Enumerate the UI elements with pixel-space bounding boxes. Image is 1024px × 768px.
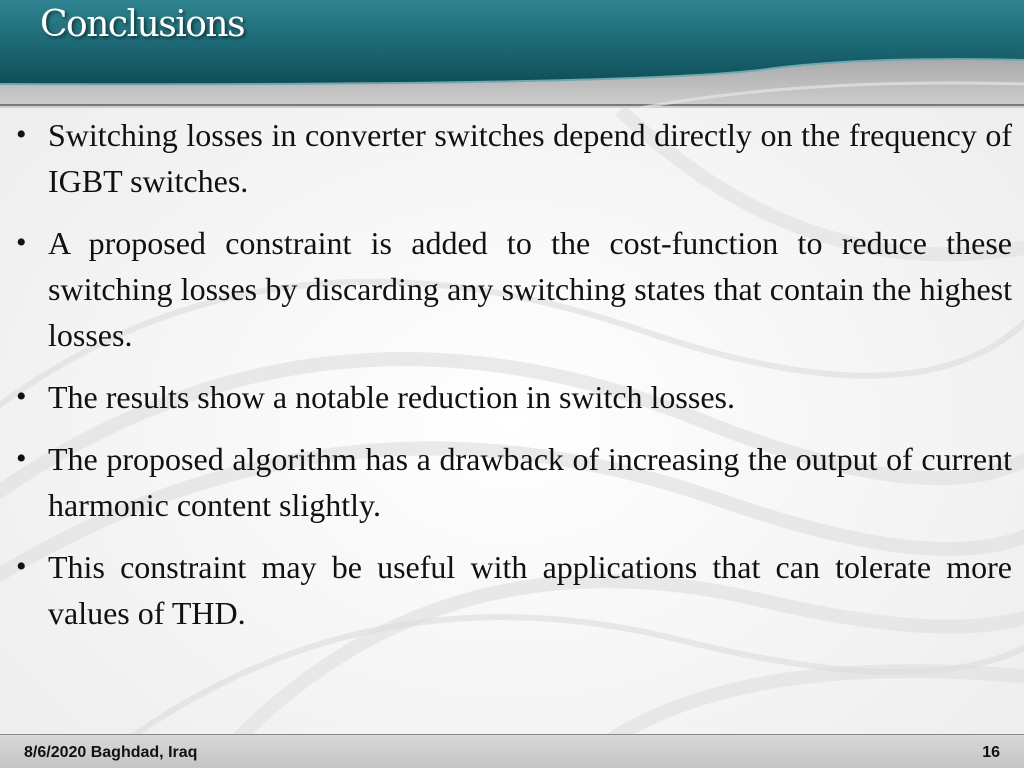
bullet-text: The results show a notable reduction in switch losses.: [48, 379, 735, 415]
bullet-text: Switching losses in converter switches depend directly on the frequency of IGBT switches.: [48, 117, 1012, 199]
bullet-marker: •: [16, 442, 27, 475]
slide-title: Conclusions: [40, 4, 245, 45]
slide-footer: [0, 734, 1024, 768]
bullet-marker: •: [16, 380, 27, 413]
bullet-item: [12, 220, 1012, 358]
bullet-text: This constraint may be useful with applications that can tolerate more values of THD.: [48, 549, 1012, 631]
bullet-item: [12, 112, 1012, 204]
title-bar: [0, 0, 1024, 108]
bullet-marker: •: [16, 550, 27, 583]
bullet-marker: •: [16, 118, 27, 151]
footer-date-location: 8/6/2020 Baghdad, Iraq: [24, 744, 198, 761]
page-number: 16: [982, 744, 1000, 761]
content-area: [12, 112, 1012, 652]
bullet-list: [12, 112, 1012, 636]
bullet-item: [12, 544, 1012, 636]
bullet-text: A proposed constraint is added to the cost-function to reduce these switching losses by discarding any switching states that contain the highest losses.: [48, 225, 1012, 353]
bullet-text: The proposed algorithm has a drawback of increasing the output of current harmonic content slightly.: [48, 441, 1012, 523]
bullet-item: [12, 436, 1012, 528]
bullet-item: [12, 374, 1012, 420]
bullet-marker: •: [16, 226, 27, 259]
